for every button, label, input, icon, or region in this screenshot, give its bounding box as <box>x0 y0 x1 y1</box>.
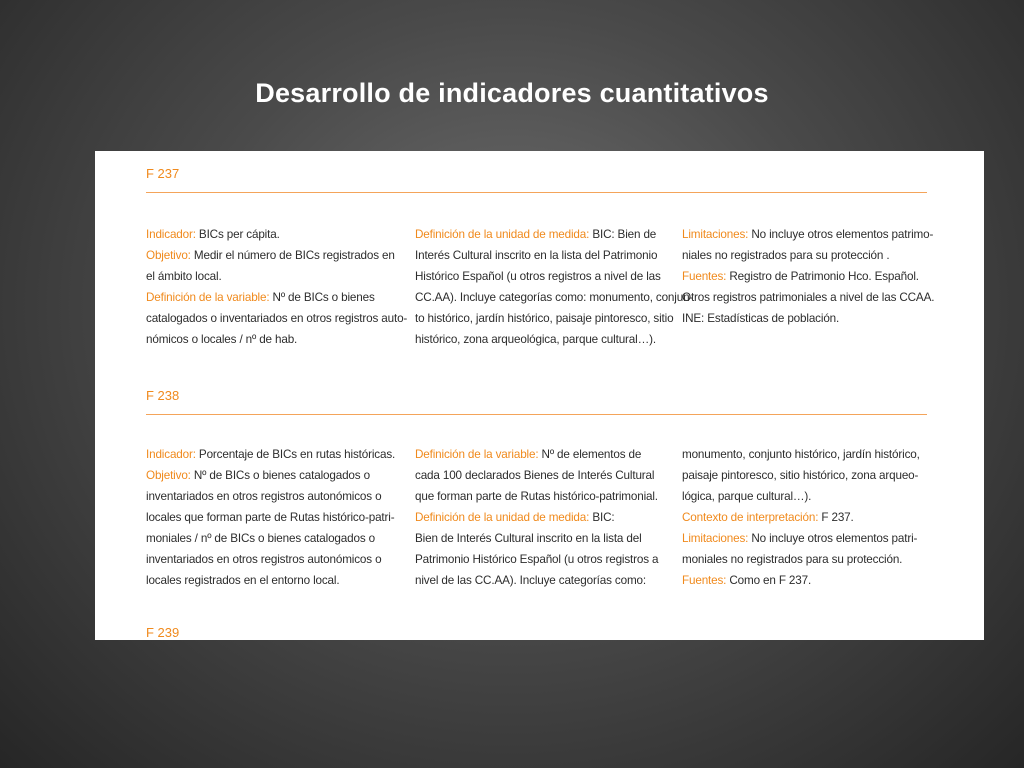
slide-title: Desarrollo de indicadores cuantitativos <box>255 78 769 108</box>
text-line <box>415 266 693 287</box>
field-text: No incluye otros elementos patri- <box>748 532 918 545</box>
text-line <box>682 549 920 570</box>
field-text: monumento, conjunto histórico, jardín histórico, <box>682 448 920 461</box>
text-line <box>146 224 407 245</box>
field-text: Nº de elementos de <box>538 448 642 461</box>
text-line <box>146 444 395 465</box>
field-text: F 237. <box>818 511 854 524</box>
text-line <box>415 245 693 266</box>
section-divider <box>146 414 927 415</box>
field-text: Registro de Patrimonio Hco. Español. <box>726 270 919 283</box>
field-text: Medir el número de BICs registrados en <box>190 249 395 262</box>
text-line <box>415 329 693 350</box>
field-text: inventariados en otros registros autonómicos o <box>146 553 382 566</box>
field-text: No incluye otros elementos patrimo- <box>748 228 934 241</box>
field-text: cada 100 declarados Bienes de Interés Cultural <box>415 469 655 482</box>
text-line <box>415 549 658 570</box>
text-line <box>146 329 407 350</box>
field-label: Definición de la unidad de medida: <box>415 511 590 524</box>
text-line <box>415 444 658 465</box>
text-line <box>146 266 407 287</box>
text-line <box>682 528 920 549</box>
text-line <box>682 308 934 329</box>
document-scan <box>95 151 984 640</box>
text-line <box>146 570 395 591</box>
field-text: Nº de BICs o bienes catalogados o <box>190 469 370 482</box>
field-text: moniales / nº de BICs o bienes catalogados o <box>146 532 375 545</box>
text-line <box>415 507 658 528</box>
text-line <box>682 570 920 591</box>
text-line <box>415 308 693 329</box>
field-label: Definición de la unidad de medida: <box>415 228 590 241</box>
field-text: CC.AA). Incluye categorías como: monumento, conjun- <box>415 291 694 304</box>
section-header-f239-cutoff: F 239 <box>146 625 180 640</box>
field-label: Fuentes: <box>682 270 727 283</box>
field-label: Definición de la variable: <box>146 291 270 304</box>
field-text: histórico, zona arqueológica, parque cultural…). <box>415 333 656 346</box>
field-text: locales registrados en el entorno local. <box>146 574 340 587</box>
field-text: nómicos o locales / nº de hab. <box>146 333 298 346</box>
field-text: lógica, parque cultural…). <box>682 490 812 503</box>
field-text: el ámbito local. <box>146 270 222 283</box>
field-text: Histórico Español (u otros registros a nivel de las <box>415 270 661 283</box>
field-label: Definición de la variable: <box>415 448 539 461</box>
field-label: Objetivo: <box>146 469 191 482</box>
text-line <box>146 308 407 329</box>
field-text: BIC: Bien de <box>589 228 657 241</box>
text-line <box>415 486 658 507</box>
field-text: catalogados o inventariados en otros registros auto- <box>146 312 408 325</box>
text-line <box>682 444 920 465</box>
f237-column-2 <box>415 224 693 350</box>
field-text: moniales no registrados para su protección. <box>682 553 903 566</box>
f238-column-1 <box>146 444 395 591</box>
f238-column-3 <box>682 444 920 591</box>
field-label: Objetivo: <box>146 249 191 262</box>
field-text: paisaje pintoresco, sitio histórico, zona arqueo- <box>682 469 919 482</box>
text-line <box>682 266 934 287</box>
text-line <box>415 570 658 591</box>
field-label: Indicador: <box>146 448 196 461</box>
text-line <box>146 549 395 570</box>
text-line <box>682 245 934 266</box>
field-text: BICs per cápita. <box>195 228 280 241</box>
field-text: inventariados en otros registros autonómicos o <box>146 490 382 503</box>
text-line <box>415 465 658 486</box>
field-text: Interés Cultural inscrito en la lista del Patrimonio <box>415 249 658 262</box>
field-text: BIC: <box>589 511 615 524</box>
text-line <box>415 287 693 308</box>
text-line <box>146 287 407 308</box>
field-text: Nº de BICs o bienes <box>269 291 375 304</box>
text-line <box>146 465 395 486</box>
field-text: Bien de Interés Cultural inscrito en la lista del <box>415 532 642 545</box>
text-line <box>415 224 693 245</box>
field-text: niales no registrados para su protección . <box>682 249 890 262</box>
field-text: Porcentaje de BICs en rutas históricas. <box>195 448 396 461</box>
field-text: nivel de las CC.AA). Incluye categorías como: <box>415 574 647 587</box>
text-line <box>682 224 934 245</box>
text-line <box>682 486 920 507</box>
field-text: Patrimonio Histórico Español (u otros registros a <box>415 553 659 566</box>
f238-column-2 <box>415 444 658 591</box>
text-line <box>682 287 934 308</box>
field-text: que forman parte de Rutas histórico-patrimonial. <box>415 490 658 503</box>
section-header-f238: F 238 <box>146 388 180 403</box>
text-line <box>415 528 658 549</box>
text-line <box>146 528 395 549</box>
field-label: Fuentes: <box>682 574 727 587</box>
f237-column-1 <box>146 224 407 350</box>
field-text: Como en F 237. <box>726 574 812 587</box>
field-label: Contexto de interpretación: <box>682 511 819 524</box>
field-text: to histórico, jardín histórico, paisaje pintoresco, sitio <box>415 312 674 325</box>
section-divider <box>146 192 927 193</box>
field-text: Otros registros patrimoniales a nivel de las CCAA. <box>682 291 935 304</box>
section-header-f237: F 237 <box>146 166 180 181</box>
field-text: locales que forman parte de Rutas histórico-patri- <box>146 511 395 524</box>
field-label: Limitaciones: <box>682 532 749 545</box>
text-line <box>146 507 395 528</box>
text-line <box>146 486 395 507</box>
text-line <box>682 507 920 528</box>
field-label: Limitaciones: <box>682 228 749 241</box>
field-text: INE: Estadísticas de población. <box>682 312 840 325</box>
text-line <box>682 465 920 486</box>
text-line <box>146 245 407 266</box>
field-label: Indicador: <box>146 228 196 241</box>
f237-column-3 <box>682 224 934 329</box>
